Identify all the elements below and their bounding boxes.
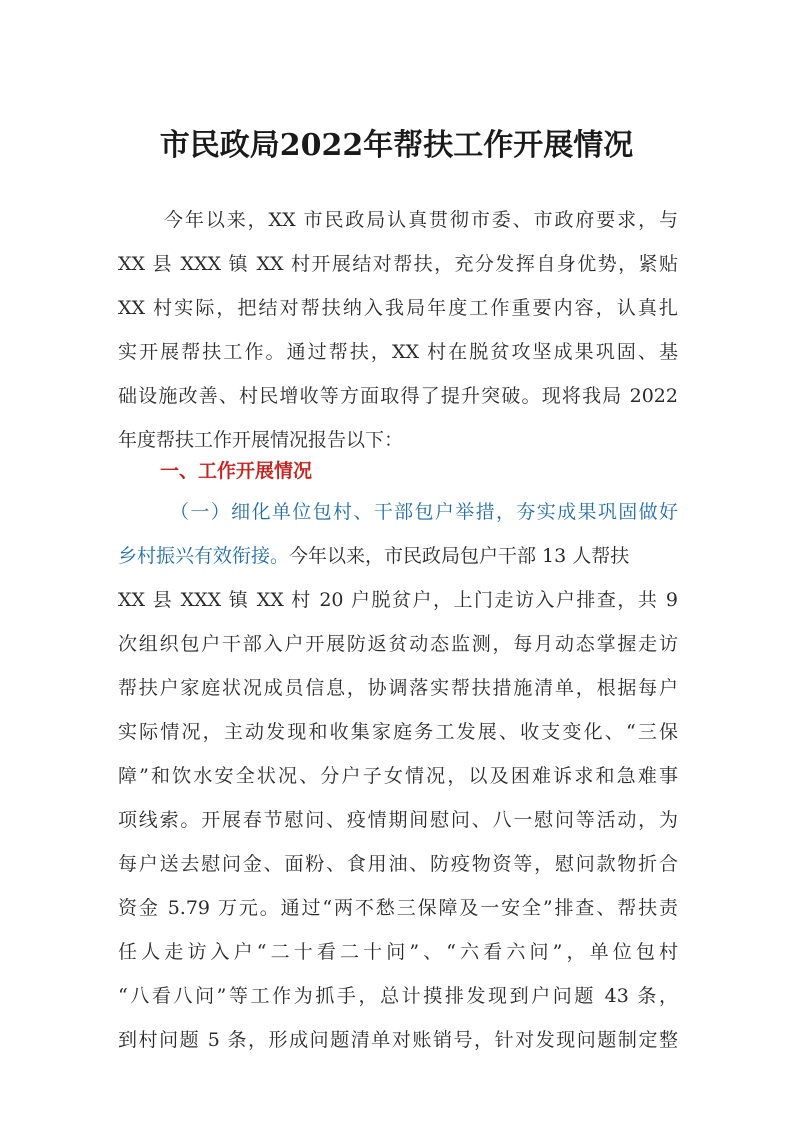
subsection-heading: （一）细化单位包村、干部包户举措，夯实成果巩固做好 [170,501,678,523]
paragraph-line: XX 县 XXX 镇 XX 村开展结对帮扶，充分发挥自身优势，紧贴 [118,253,678,275]
paragraph-line: XX 县 XXX 镇 XX 村 20 户脱贫户，上门走访入户排查，共 9 [118,589,678,611]
paragraph-line: 础设施改善、村民增收等方面取得了提升突破。现将我局 2022 [118,385,678,407]
paragraph-line: 年度帮扶工作开展情况报告以下： [118,429,404,451]
paragraph-line: 到村问题 5 条，形成问题清单对账销号，针对发现问题制定整 [118,1029,678,1051]
document-title: 市民政局2022年帮扶工作开展情况 [159,128,634,163]
paragraph-line: 障”和饮水安全状况、分户子女情况，以及困难诉求和急难事 [118,765,678,787]
paragraph-line: 资金 5.79 万元。通过“两不愁三保障及一安全”排查、帮扶责 [118,897,678,919]
paragraph-line: 每户送去慰问金、面粉、食用油、防疫物资等，慰问款物折合 [118,853,678,875]
paragraph-line: XX 村实际，把结对帮扶纳入我局年度工作重要内容，认真扎 [118,297,678,319]
section-heading: 一、工作开展情况 [160,460,313,482]
subsection-heading-cont: 乡村振兴有效衔接。 [118,545,290,567]
paragraph-line: 实际情况，主动发现和收集家庭务工发展、收支变化、“三保 [118,721,678,743]
paragraph-text: 今年以来，市民政局包户干部 13 人帮扶 [289,545,630,567]
paragraph-line: 次组织包户干部入户开展防返贫动态监测，每月动态掌握走访 [118,633,678,655]
paragraph-line: 实开展帮扶工作。通过帮扶，XX 村在脱贫攻坚成果巩固、基 [118,341,678,363]
paragraph-line: 帮扶户家庭状况成员信息，协调落实帮扶措施清单，根据每户 [118,677,678,699]
paragraph-line: 项线索。开展春节慰问、疫情期间慰问、八一慰问等活动，为 [118,809,678,831]
paragraph-line: 今年以来，XX 市民政局认真贯彻市委、市政府要求，与 [164,209,678,231]
paragraph-line: “八看八问”等工作为抓手，总计摸排发现到户问题 43 条， [118,985,678,1007]
paragraph-line-mixed [118,541,678,571]
paragraph-line: 任人走访入户“二十看二十问”、“六看六问”，单位包村 [118,941,678,963]
